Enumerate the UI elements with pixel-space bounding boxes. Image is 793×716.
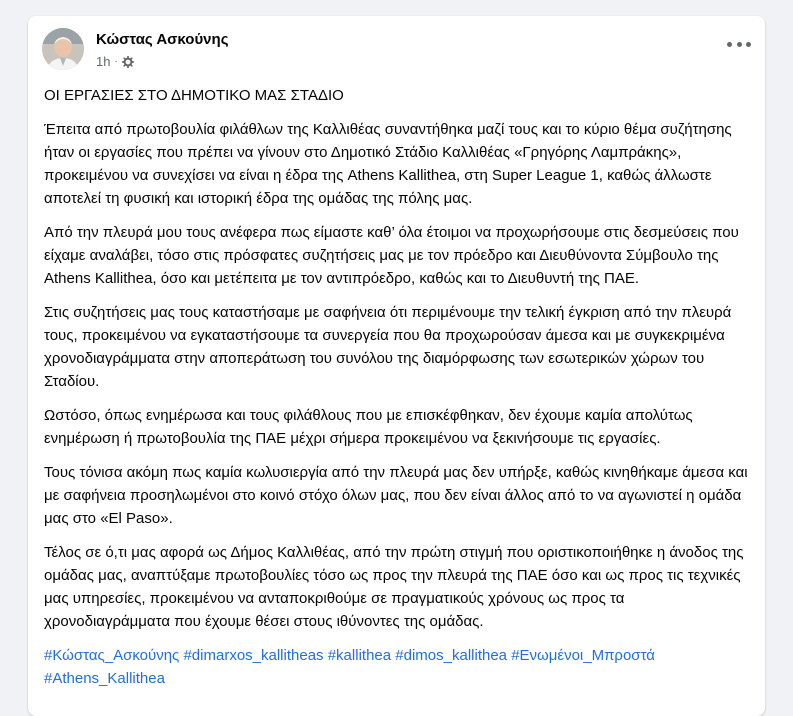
avatar-photo-icon: [42, 28, 84, 70]
avatar[interactable]: [42, 28, 84, 70]
hashtag-link[interactable]: #Athens_Kallithea: [44, 670, 165, 687]
hashtag-link[interactable]: #kallithea: [327, 647, 392, 664]
post-paragraph: Τέλος σε ό,τι μας αφορά ως Δήμος Καλλιθέας, από την πρώτη στιγμή που οριστικοποιήθηκε η άνοδος της ομάδας μας, αναπτύξαμε πρωτοβουλίες τόσο ως προς την πλευρά της ΠΑΕ όσο και ως προς τις τεχνικές μας υπηρεσίες, προκειμένου να ανταποκριθούμε σε πραγματικούς χρόνους ως προς τα χρονοδιαγράμματα που έχουμε θέσει στους ιθύνοντες της ομάδας.: [44, 544, 744, 630]
more-dot-icon: [727, 42, 732, 47]
post-time[interactable]: 1h: [96, 54, 111, 69]
separator-dot: ·: [114, 56, 118, 67]
post-card: [28, 16, 765, 716]
hashtag-link[interactable]: #Ενωμένοι_Μπροστά: [511, 647, 655, 664]
more-dot-icon: [737, 42, 742, 47]
post-header: [28, 16, 765, 76]
post-paragraph: Από την πλευρά μου τους ανέφερα πως είμαστε καθ’ όλα έτοιμοι να προχωρήσουμε στις δεσμεύσεις που είχαμε αναλάβει, τόσο στις πρόσφατες συζητήσεις μας με τον πρόεδρο και Διευθύνοντα Σύμβουλο της Athens Kallithea, όσο και μετέπειτα με τον αντιπρόεδρο, καθώς και το Διευθυντή της ΠΑΕ.: [44, 224, 739, 287]
post-paragraph: Στις συζητήσεις μας τους καταστήσαμε με σαφήνεια ότι περιμένουμε την τελική έγκριση από την πλευρά τους, προκειμένου να εγκαταστήσουμε τα συνεργεία που θα προχωρούσαν άμεσα και με συγκεκριμένα χρονοδιαγράμματα στην αποπεράτωση του συνόλου της διαμόρφωσης των εσωτερικών χώρων του Σταδίου.: [44, 304, 732, 390]
post-meta: [96, 54, 134, 69]
hashtag-list: [44, 644, 749, 690]
hashtag-link[interactable]: #dimarxos_kallitheas: [183, 647, 324, 664]
post-paragraph: Τους τόνισα ακόμη πως καμία κωλυσιεργία από την πλευρά μας δεν υπήρξε, καθώς κινηθήκαμε άμεσα και με σαφήνεια προσηλωμένοι στο κοινό στόχο όλων μας, που δεν είναι άλλος από το να αγωνιστεί η ομάδα μας στο «El Paso».: [44, 464, 748, 527]
post-paragraph: Έπειτα από πρωτοβουλία φιλάθλων της Καλλιθέας συναντήθηκα μαζί τους και το κύριο θέμα συζήτησης ήταν οι εργασίες που πρέπει να γίνουν στο Δημοτικό Στάδιο Καλλιθέας «Γρηγόρης Λαμπράκης», προκειμένου να συνεχίσει να είναι η έδρα της Athens Kallithea, στη Super League 1, καθώς άλλωστε αποτελεί τη φυσική και ιστορική έδρα της ομάδας της πόλης μας.: [44, 121, 732, 207]
post-title: ΟΙ ΕΡΓΑΣΙΕΣ ΣΤΟ ΔΗΜΟΤΙΚΟ ΜΑΣ ΣΤΑΔΙΟ: [44, 87, 344, 104]
author-name[interactable]: Κώστας Ασκούνης: [96, 31, 229, 48]
more-dot-icon: [746, 42, 751, 47]
hashtag-link[interactable]: #Κώστας_Ασκούνης: [44, 647, 180, 664]
post-body: [28, 76, 765, 690]
hashtag-link[interactable]: #dimos_kallithea: [395, 647, 508, 664]
post-paragraph: Ωστόσο, όπως ενημέρωσα και τους φιλάθλους που με επισκέφθηκαν, δεν έχουμε καμία απολύτως ενημέρωση ή πρωτοβουλία της ΠΑΕ μέχρι σήμερα προκειμένου να ξεκινήσουμε τις εργασίες.: [44, 407, 693, 447]
more-options-button[interactable]: [727, 36, 751, 52]
gear-icon[interactable]: [122, 56, 134, 68]
